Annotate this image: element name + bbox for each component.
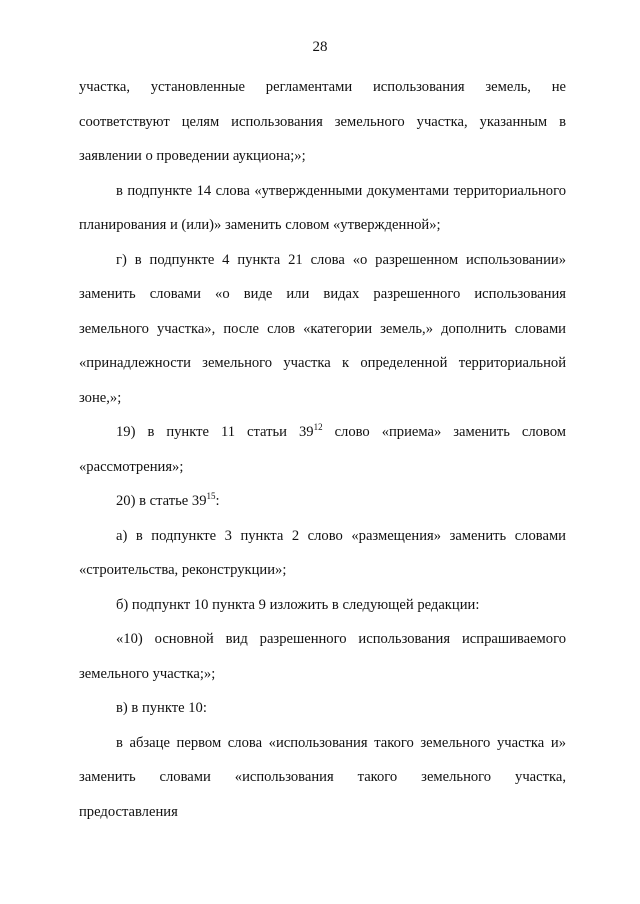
document-body <box>79 70 566 829</box>
paragraph-item-a: а) в подпункте 3 пункта 2 слово «размещения» заменить словами «строительства, реконструкции»; <box>79 527 566 578</box>
paragraph-item-20-text-after: : <box>215 493 220 509</box>
paragraph-item-20 <box>79 484 566 519</box>
paragraph-first-abzac: в абзаце первом слова «использования такого земельного участка и» заменить словами «использования такого земельного участка, предоставления <box>79 734 566 820</box>
article-superscript-12: 12 <box>313 422 323 432</box>
paragraph-item-v: в) в пункте 10: <box>116 700 207 716</box>
paragraph-item-19-text-before: 19) в пункте 11 статьи 39 <box>116 424 314 440</box>
paragraph-item-b: б) подпункт 10 пункта 9 изложить в следующей редакции: <box>116 596 480 613</box>
paragraph-item-19-text-after: слово «приема» заменить словом «рассмотрения»; <box>79 424 566 475</box>
paragraph-continuation: участка, установленные регламентами использования земель, не соответствуют целям использования земельного участка, указанным в заявлении о проведении аукциона;»; <box>79 79 566 164</box>
paragraph-quoted-item-10: «10) основной вид разрешенного использования испрашиваемого земельного участка;»; <box>79 631 566 682</box>
paragraph-subpoint-14: в подпункте 14 слова «утвержденными документами территориального планирования и (или)» заменить словом «утвержденной»; <box>79 182 566 233</box>
page-number: 28 <box>312 39 328 55</box>
article-superscript-15: 15 <box>206 491 216 501</box>
paragraph-item-19 <box>79 415 566 484</box>
paragraph-item-20-text-before: 20) в статье 39 <box>116 493 207 509</box>
paragraph-item-g: г) в подпункте 4 пункта 21 слова «о разрешенном использовании» заменить словами «о виде или видах разрешенного использования земельного участка», после слов «категории земель,» дополнить словами «принадлежности земельного участка к определенной территориальной зоне,»; <box>79 251 566 406</box>
